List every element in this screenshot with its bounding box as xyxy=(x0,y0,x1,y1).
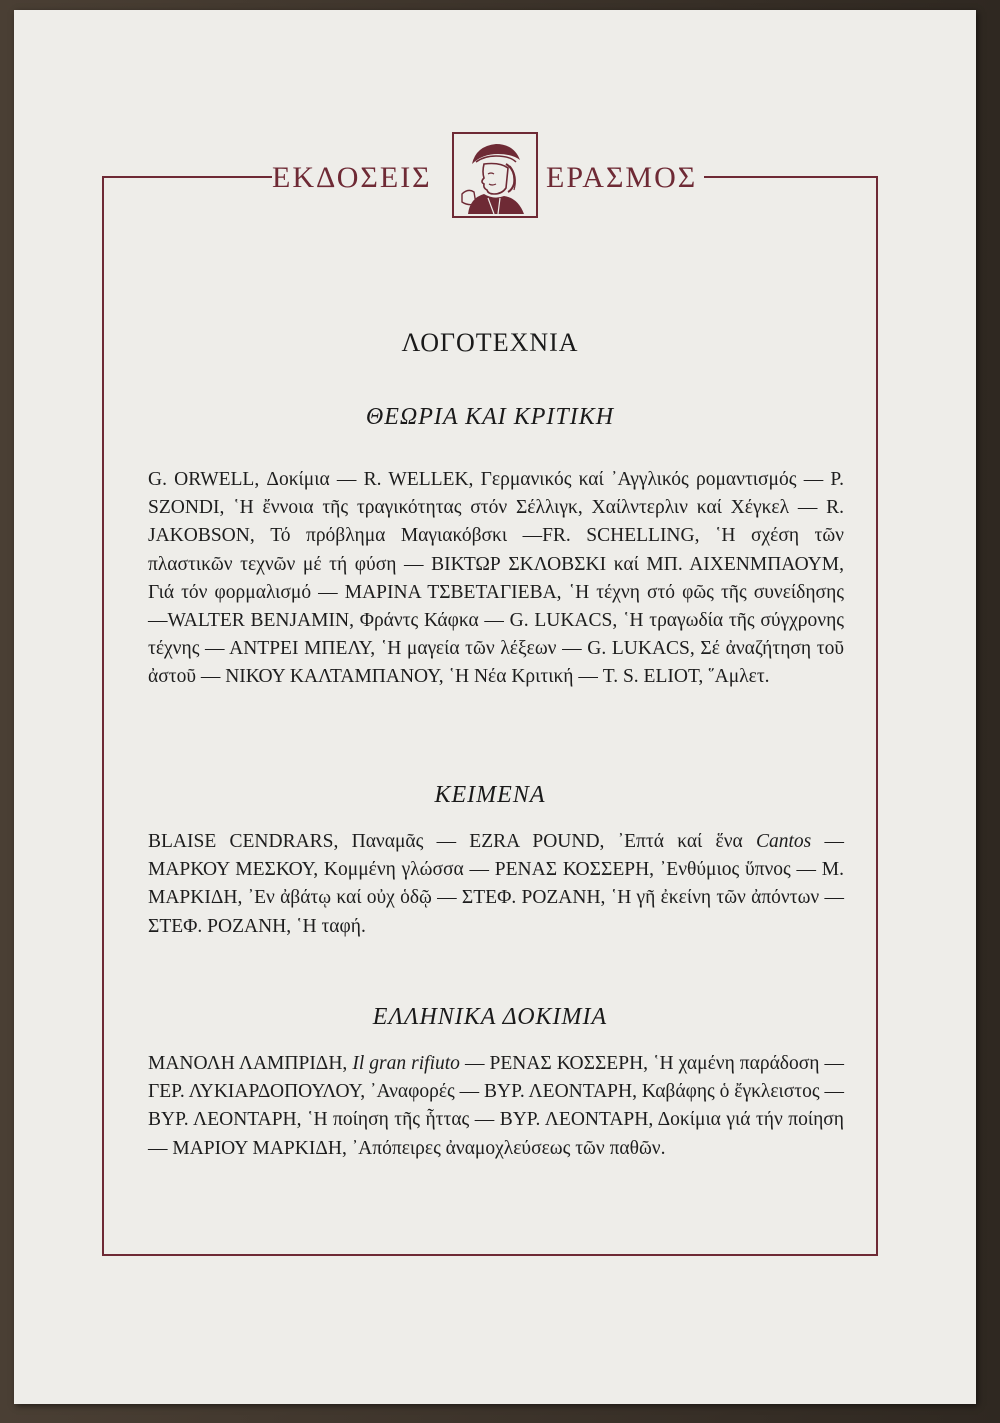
section-text-theory: G. ORWELL, Δοκίμια — R. WELLEK, Γερμανικός καί ᾿Αγγλικός ρομαντισμός — P. SZONDI, ῾Η ἔννοια τῆς τραγικότητας στόν Σέλλιγκ, Χαίλντερλιν καί Χέγκελ — R. JAKOBSON, Τό πρόβλημα Μαγιακόβσκι —FR. SCHELLING, ῾Η σχέση τῶν πλαστικῶν τεχνῶν μέ τή φύση — ΒΙΚΤΩΡ ΣΚΛΟΒΣΚΙ καί ΜΠ. ΑΙΧΕΝΜΠΑΟΥΜ, Γιά τόν φορμαλισμό — ΜΑΡΙΝΑ ΤΣΒΕΤΑΓΙΕΒΑ, ῾Η τέχνη στό φῶς τῆς συνείδησης —WALTER BENJAMIN, Φράντς Κάφκα — G. LUKACS, ῾Η τραγωδία τῆς σύγχρονης τέχνης — ΑΝΤΡΕΙ ΜΠΕΛΥ, ῾Η μαγεία τῶν λέξεων — G. LUKACS, Σέ ἀναζήτηση τοῦ ἀστοῦ — ΝΙΚΟΥ ΚΑΛΤΑΜΠΑΝΟΥ, ῾Η Νέα Κριτική — T. S. ELIOT, ῞Αμλετ. xyxy=(148,469,844,688)
page-title: ΛΟΓΟΤΕΧΝΙΑ xyxy=(401,328,579,357)
book-back-cover xyxy=(14,10,976,1404)
text-segment: — ΜΑΡΚΟΥ ΜΕΣΚΟΥ, Κομμένη γλώσσα — ΡΕΝΑΣ ΚΟΣΣΕΡΗ, ᾿Ενθύμιος ὕπνος — Μ. ΜΑΡΚΙΔΗ, ᾿Εν ἀβάτῳ καί οὐχ ὁδῷ — ΣΤΕΦ. ΡΟΖΑΝΗ, ῾Η γῆ ἐκείνη τῶν ἀπόντων — ΣΤΕΦ. ΡΟΖΑΝΗ, ῾Η ταφή. xyxy=(148,831,844,937)
erasmus-portrait-icon xyxy=(452,132,538,218)
italic-title: Cantos xyxy=(756,831,812,852)
section-title-greek-essays: ΕΛΛΗΝΙΚΑ ΔΟΚΙΜΙΑ xyxy=(372,1004,608,1030)
section-title-theory: ΘΕΩΡΙΑ ΚΑΙ ΚΡΙΤΙΚΗ xyxy=(365,404,615,430)
section-text-greek-essays xyxy=(148,1050,844,1163)
section-text-texts xyxy=(148,828,844,941)
publisher-name-right: ΕΡΑΣΜΟΣ xyxy=(546,161,698,194)
text-segment: — ΡΕΝΑΣ ΚΟΣΣΕΡΗ, ῾Η χαμένη παράδοση — ΓΕΡ. ΛΥΚΙΑΡΔΟΠΟΥΛΟΥ, ᾿Αναφορές — ΒΥΡ. ΛΕΟΝΤΑΡΗ, Καβάφης ὁ ἔγκλειστος — ΒΥΡ. ΛΕΟΝΤΑΡΗ, ῾Η ποίηση τῆς ἧττας — ΒΥΡ. ΛΕΟΝΤΑΡΗ, Δοκίμια γιά τήν ποίηση — ΜΑΡΙΟΥ ΜΑΡΚΙΔΗ, ᾿Απόπειρες ἀναμοχλεύσεως τῶν παθῶν. xyxy=(148,1053,844,1159)
text-segment: ΜΑΝΟΛΗ ΛΑΜΠΡΙΔΗ, xyxy=(148,1053,353,1074)
publisher-name-left: ΕΚΔΟΣΕΙΣ xyxy=(272,161,432,194)
frame-top-line-right xyxy=(704,176,878,178)
section-title-texts: ΚΕΙΜΕΝΑ xyxy=(434,782,546,808)
italic-title: Il gran rifiuto xyxy=(352,1053,460,1074)
text-segment: BLAISE CENDRARS, Παναμᾶς — EZRA POUND, ᾿Επτά καί ἕνα xyxy=(148,831,756,852)
frame-top-line-left xyxy=(102,176,272,178)
